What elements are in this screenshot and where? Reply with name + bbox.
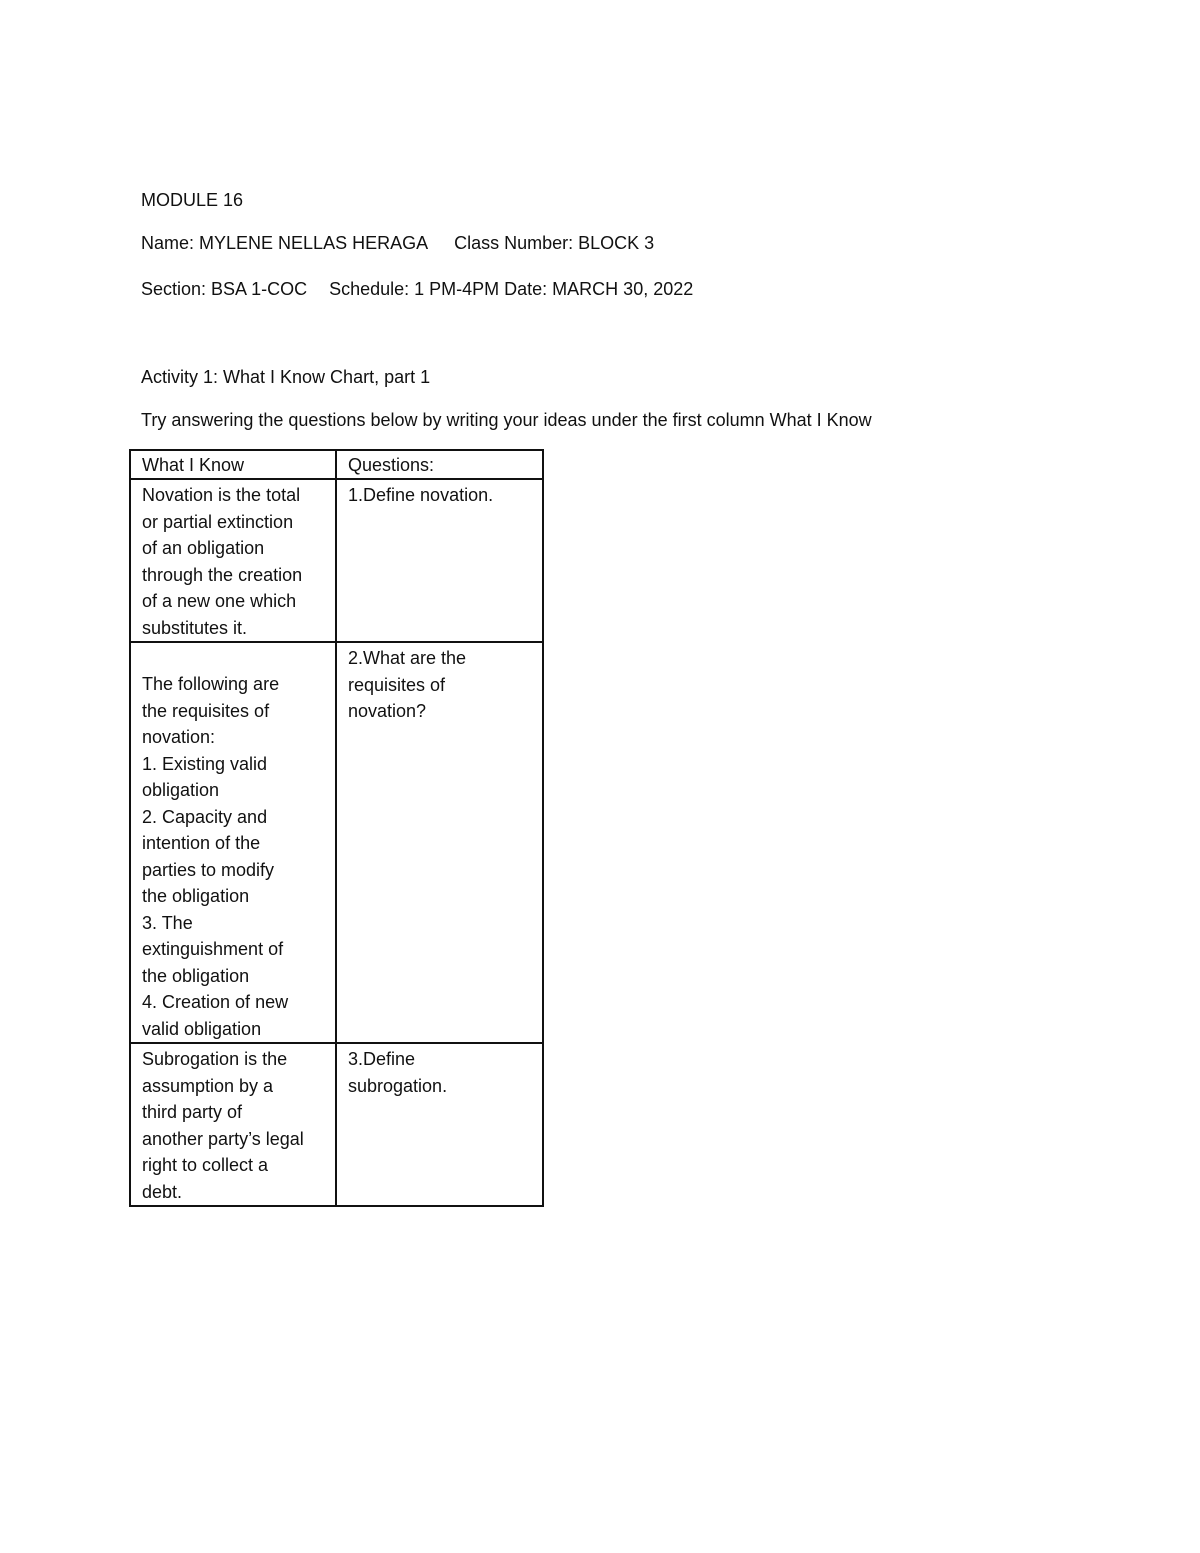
answer-cell: Subrogation is the assumption by a third party of another party’s legal right to collect a debt. bbox=[130, 1043, 336, 1206]
answer-cell: The following are the requisites of novation: 1. Existing valid obligation 2. Capacity and intention of the parties to modify the obligation 3. The extinguishment of the obligation 4. Creation of new valid obligation bbox=[130, 642, 336, 1043]
answer-cell: Novation is the total or partial extinction of an obligation through the creation of a new one which substitutes it. bbox=[130, 479, 336, 642]
table-row bbox=[130, 479, 543, 642]
class-number: Class Number: BLOCK 3 bbox=[454, 233, 655, 253]
question-cell: 3.Define subrogation. bbox=[336, 1043, 543, 1206]
student-name: Name: MYLENE NELLAS HERAGA bbox=[141, 233, 429, 253]
module-title: MODULE 16 bbox=[141, 190, 244, 210]
activity-title: Activity 1: What I Know Chart, part 1 bbox=[141, 367, 431, 387]
header-questions: Questions: bbox=[336, 450, 543, 479]
schedule-date: Schedule: 1 PM-4PM Date: MARCH 30, 2022 bbox=[329, 279, 694, 299]
header-what-i-know: What I Know bbox=[130, 450, 336, 479]
activity-instructions: Try answering the questions below by writing your ideas under the first column What I Know bbox=[141, 410, 872, 430]
what-i-know-chart bbox=[129, 449, 544, 1207]
section-schedule-line bbox=[141, 278, 693, 300]
question-cell: 2.What are the requisites of novation? bbox=[336, 642, 543, 1043]
table-row bbox=[130, 1043, 543, 1206]
name-class-line bbox=[141, 232, 654, 254]
table-header-row bbox=[130, 450, 543, 479]
table-row bbox=[130, 642, 543, 1043]
question-cell: 1.Define novation. bbox=[336, 479, 543, 642]
section: Section: BSA 1-COC bbox=[141, 279, 308, 299]
